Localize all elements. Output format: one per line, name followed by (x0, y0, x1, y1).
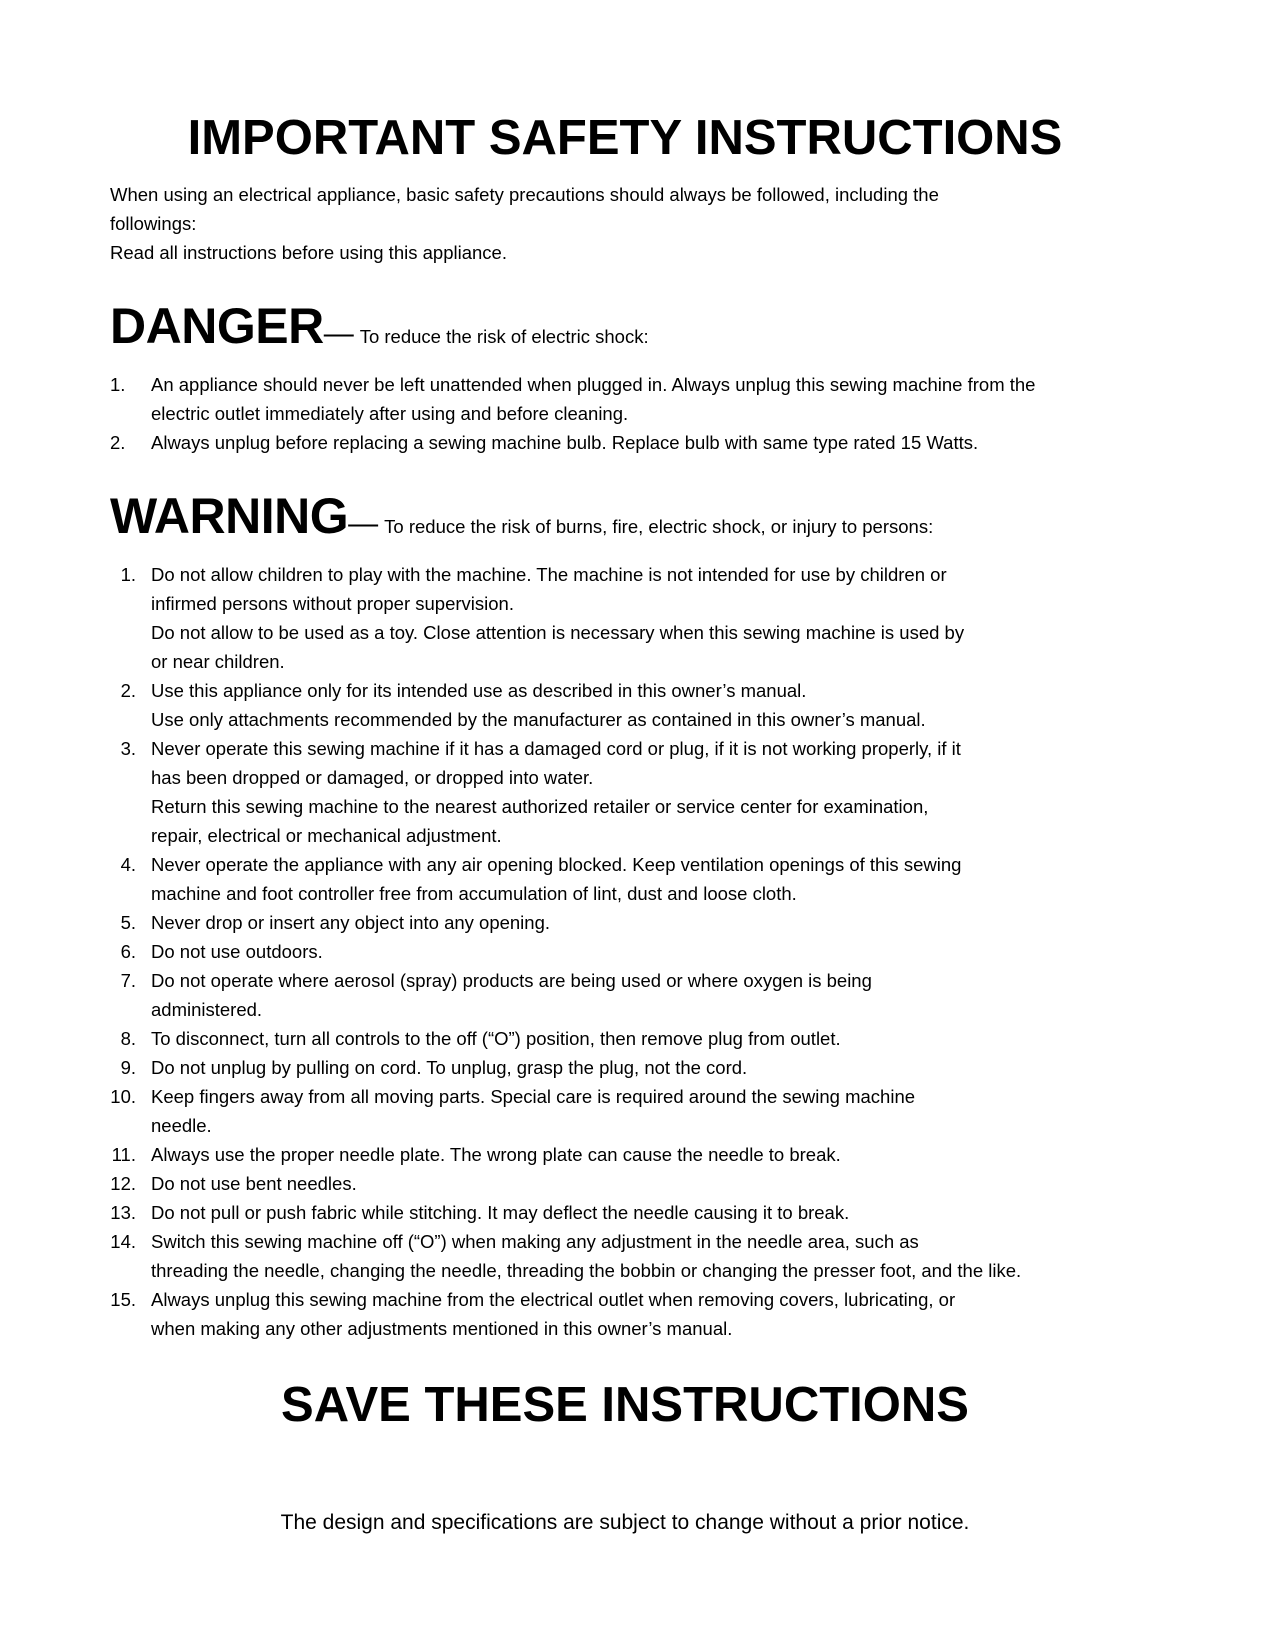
intro-line: When using an electrical appliance, basic safety precautions should always be followed, including the (110, 184, 939, 205)
list-item-text: Never operate the appliance with any air opening blocked. Keep ventilation openings of this sewing (151, 854, 962, 875)
list-item-text: when making any other adjustments mentioned in this owner’s manual. (151, 1318, 733, 1339)
warning-heading (110, 487, 933, 545)
list-item-text: Use this appliance only for its intended use as described in this owner’s manual. (151, 680, 807, 701)
intro-line: Read all instructions before using this appliance. (110, 242, 507, 263)
list-item-text: Never operate this sewing machine if it has a damaged cord or plug, if it is not working properly, if it (151, 738, 961, 759)
list-item-text: threading the needle, changing the needle, threading the bobbin or changing the presser foot, and the like. (151, 1260, 1022, 1281)
list-item-text: Always unplug before replacing a sewing machine bulb. Replace bulb with same type rated 15 Watts. (151, 432, 979, 453)
list-item-text: Return this sewing machine to the nearest authorized retailer or service center for examination, (151, 796, 929, 817)
warning-dash: — (348, 507, 379, 540)
list-item-text: Switch this sewing machine off (“O”) when making any adjustment in the needle area, such as (151, 1231, 919, 1252)
list-item-text: or near children. (151, 651, 285, 672)
list-item (0, 908, 1111, 937)
list-item-text: Use only attachments recommended by the manufacturer as contained in this owner’s manual. (151, 709, 926, 730)
warning-subtitle: To reduce the risk of burns, fire, electric shock, or injury to persons: (384, 516, 934, 537)
list-item (0, 734, 1111, 850)
list-item-number: 8. (120, 1028, 136, 1049)
danger-dash: — (323, 317, 354, 350)
list-item-number: 7. (120, 970, 136, 991)
list-item (0, 1024, 1111, 1053)
list-item-number: 13. (110, 1202, 136, 1223)
list-item-number: 10. (110, 1086, 136, 1107)
list-item-text: Do not pull or push fabric while stitching. It may deflect the needle causing it to break. (151, 1202, 850, 1223)
list-item-text: Do not operate where aerosol (spray) products are being used or where oxygen is being (151, 970, 872, 991)
list-item-text: Never drop or insert any object into any opening. (151, 912, 551, 933)
danger-list (0, 370, 1275, 457)
list-item-text: Do not allow to be used as a toy. Close attention is necessary when this sewing machine is used by (151, 622, 965, 643)
list-item (0, 850, 1111, 908)
list-item-number: 6. (120, 941, 136, 962)
danger-subtitle: To reduce the risk of electric shock: (359, 326, 649, 347)
list-item (0, 1198, 1111, 1227)
list-item-text: Always use the proper needle plate. The wrong plate can cause the needle to break. (151, 1144, 841, 1165)
list-item-text: electric outlet immediately after using and before cleaning. (151, 403, 629, 424)
list-item-text: Do not use bent needles. (151, 1173, 357, 1194)
intro-line: followings: (110, 213, 197, 234)
list-item-text: machine and foot controller free from accumulation of lint, dust and loose cloth. (151, 883, 797, 904)
list-item-number: 12. (110, 1173, 136, 1194)
list-item-number: 14. (110, 1231, 136, 1252)
footer-note: The design and specifications are subject to change without a prior notice. (280, 1511, 970, 1534)
list-item-number: 4. (120, 854, 136, 875)
list-item-number: 9. (120, 1057, 136, 1078)
list-item (0, 1082, 1111, 1140)
list-item-text: administered. (151, 999, 263, 1020)
list-item-text: needle. (151, 1115, 212, 1136)
list-item-text: Always unplug this sewing machine from the electrical outlet when removing covers, lubricating, or (151, 1289, 956, 1310)
list-item-text: An appliance should never be left unattended when plugged in. Always unplug this sewing machine from the (151, 374, 1036, 395)
list-item-number: 2. (110, 432, 126, 453)
list-item-text: Do not unplug by pulling on cord. To unplug, grasp the plug, not the cord. (151, 1057, 748, 1078)
page-title: IMPORTANT SAFETY INSTRUCTIONS (187, 111, 1063, 165)
list-item (0, 1053, 1111, 1082)
list-item (0, 1169, 1111, 1198)
danger-heading (110, 297, 649, 355)
list-item-text: infirmed persons without proper supervision. (151, 593, 514, 614)
intro-text (110, 180, 1110, 267)
list-item-number: 1. (120, 564, 136, 585)
list-item-text: To disconnect, turn all controls to the off (“O”) position, then remove plug from outlet. (151, 1028, 841, 1049)
list-item-number: 2. (120, 680, 136, 701)
list-item-text: Keep fingers away from all moving parts. Special care is required around the sewing machine (151, 1086, 916, 1107)
list-item (0, 428, 1111, 457)
danger-title: DANGER (110, 298, 324, 354)
warning-list (0, 560, 1275, 1343)
list-item-text: has been dropped or damaged, or dropped into water. (151, 767, 594, 788)
list-item (0, 370, 1111, 428)
list-item-text: Do not use outdoors. (151, 941, 323, 962)
list-item (0, 1285, 1111, 1343)
list-item (0, 560, 1111, 676)
warning-title: WARNING (110, 488, 349, 544)
list-item (0, 676, 1111, 734)
list-item-text: Do not allow children to play with the machine. The machine is not intended for use by children or (151, 564, 947, 585)
list-item (0, 937, 1111, 966)
list-item-number: 1. (110, 374, 126, 395)
list-item-number: 3. (120, 738, 136, 759)
save-instructions-title: SAVE THESE INSTRUCTIONS (281, 1378, 969, 1432)
list-item (0, 966, 1111, 1024)
list-item-number: 5. (120, 912, 136, 933)
list-item (0, 1227, 1111, 1285)
list-item-number: 11. (111, 1144, 136, 1165)
list-item-text: repair, electrical or mechanical adjustment. (151, 825, 502, 846)
list-item (0, 1140, 1111, 1169)
list-item-number: 15. (110, 1289, 136, 1310)
